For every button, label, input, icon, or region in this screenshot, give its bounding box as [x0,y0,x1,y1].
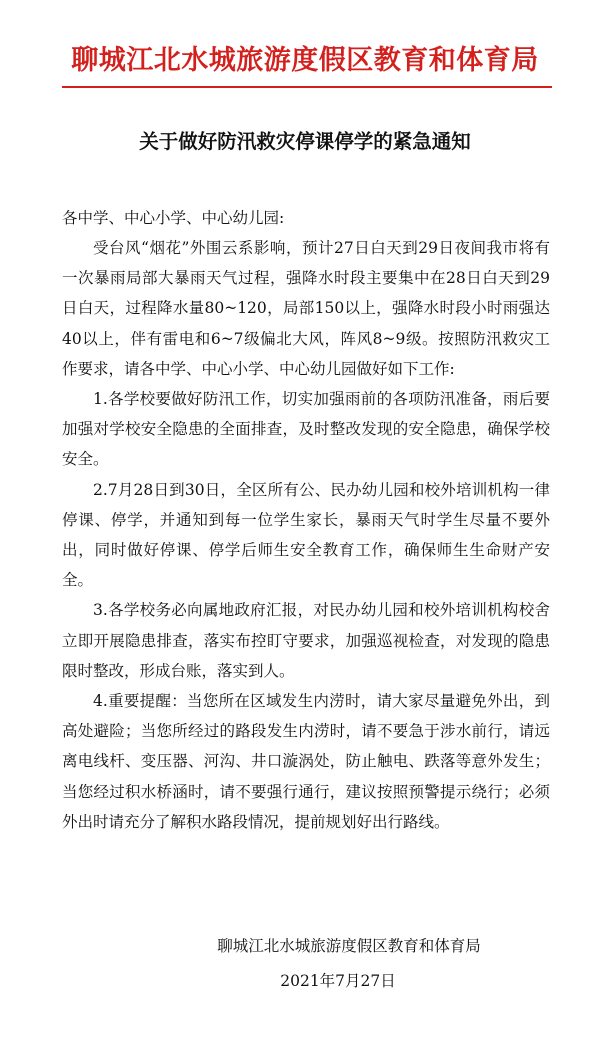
document-title: 关于做好防汛救灾停课停学的紧急通知 [139,130,471,153]
salutation: 各中学、中心小学、中心幼儿园: [62,209,285,227]
paragraph-item-1: 1.各学校要做好防汛工作，切实加强雨前的各项防汛准备，雨后要加强对学校安全隐患的全面排查，及时整改发现的安全隐患，确保学校安全。 [62,390,550,469]
paragraph-item-2: 2.7月28日到30日，全区所有公、民办幼儿园和校外培训机构一律停课、停学，并通知到每一位学生家长，暴雨天气时学生尽量不要外出，同时做好停课、停学后师生安全教育工作，确保师生生命财产安全。 [62,480,550,590]
document-body [62,233,550,837]
signature-org: 聊城江北水城旅游度假区教育和体育局 [217,937,481,955]
issuing-org-header: 聊城江北水城旅游度假区教育和体育局 [71,45,539,76]
paragraph-item-4: 4.重要提醒：当您所在区域发生内涝时，请大家尽量避免外出，到高处避险；当您所经过的路段发生内涝时，请不要急于涉水前行，请远离电线杆、变压器、河沟、井口漩涡处，防止触电、跌落等意外发生；当您经过积水桥涵时，请不要强行通行，建议按照预警提示绕行；必须外出时请充分了解积水路段情况，提前规划好出行路线。 [62,692,550,831]
header-red-rule [62,86,552,88]
signature-date: 2021年7月27日 [280,972,396,990]
paragraph-intro: 受台风“烟花”外围云系影响，预计27日白天到29日夜间我市将有一次暴雨局部大暴雨天气过程，强降水时段主要集中在28日白天到29日白天，过程降水量80~120，局部150以上，强降水时段小时雨强达40以上，伴有雷电和6~7级偏北大风，阵风8~9级。按照防汛救灾工作要求，请各中学、中心小学、中心幼儿园做好如下工作: [62,239,550,378]
paragraph-item-3: 3.各学校务必向属地政府汇报，对民办幼儿园和校外培训机构校舍立即开展隐患排查，落实布控盯守要求，加强巡视检查，对发现的隐患限时整改，形成台账，落实到人。 [62,601,550,680]
